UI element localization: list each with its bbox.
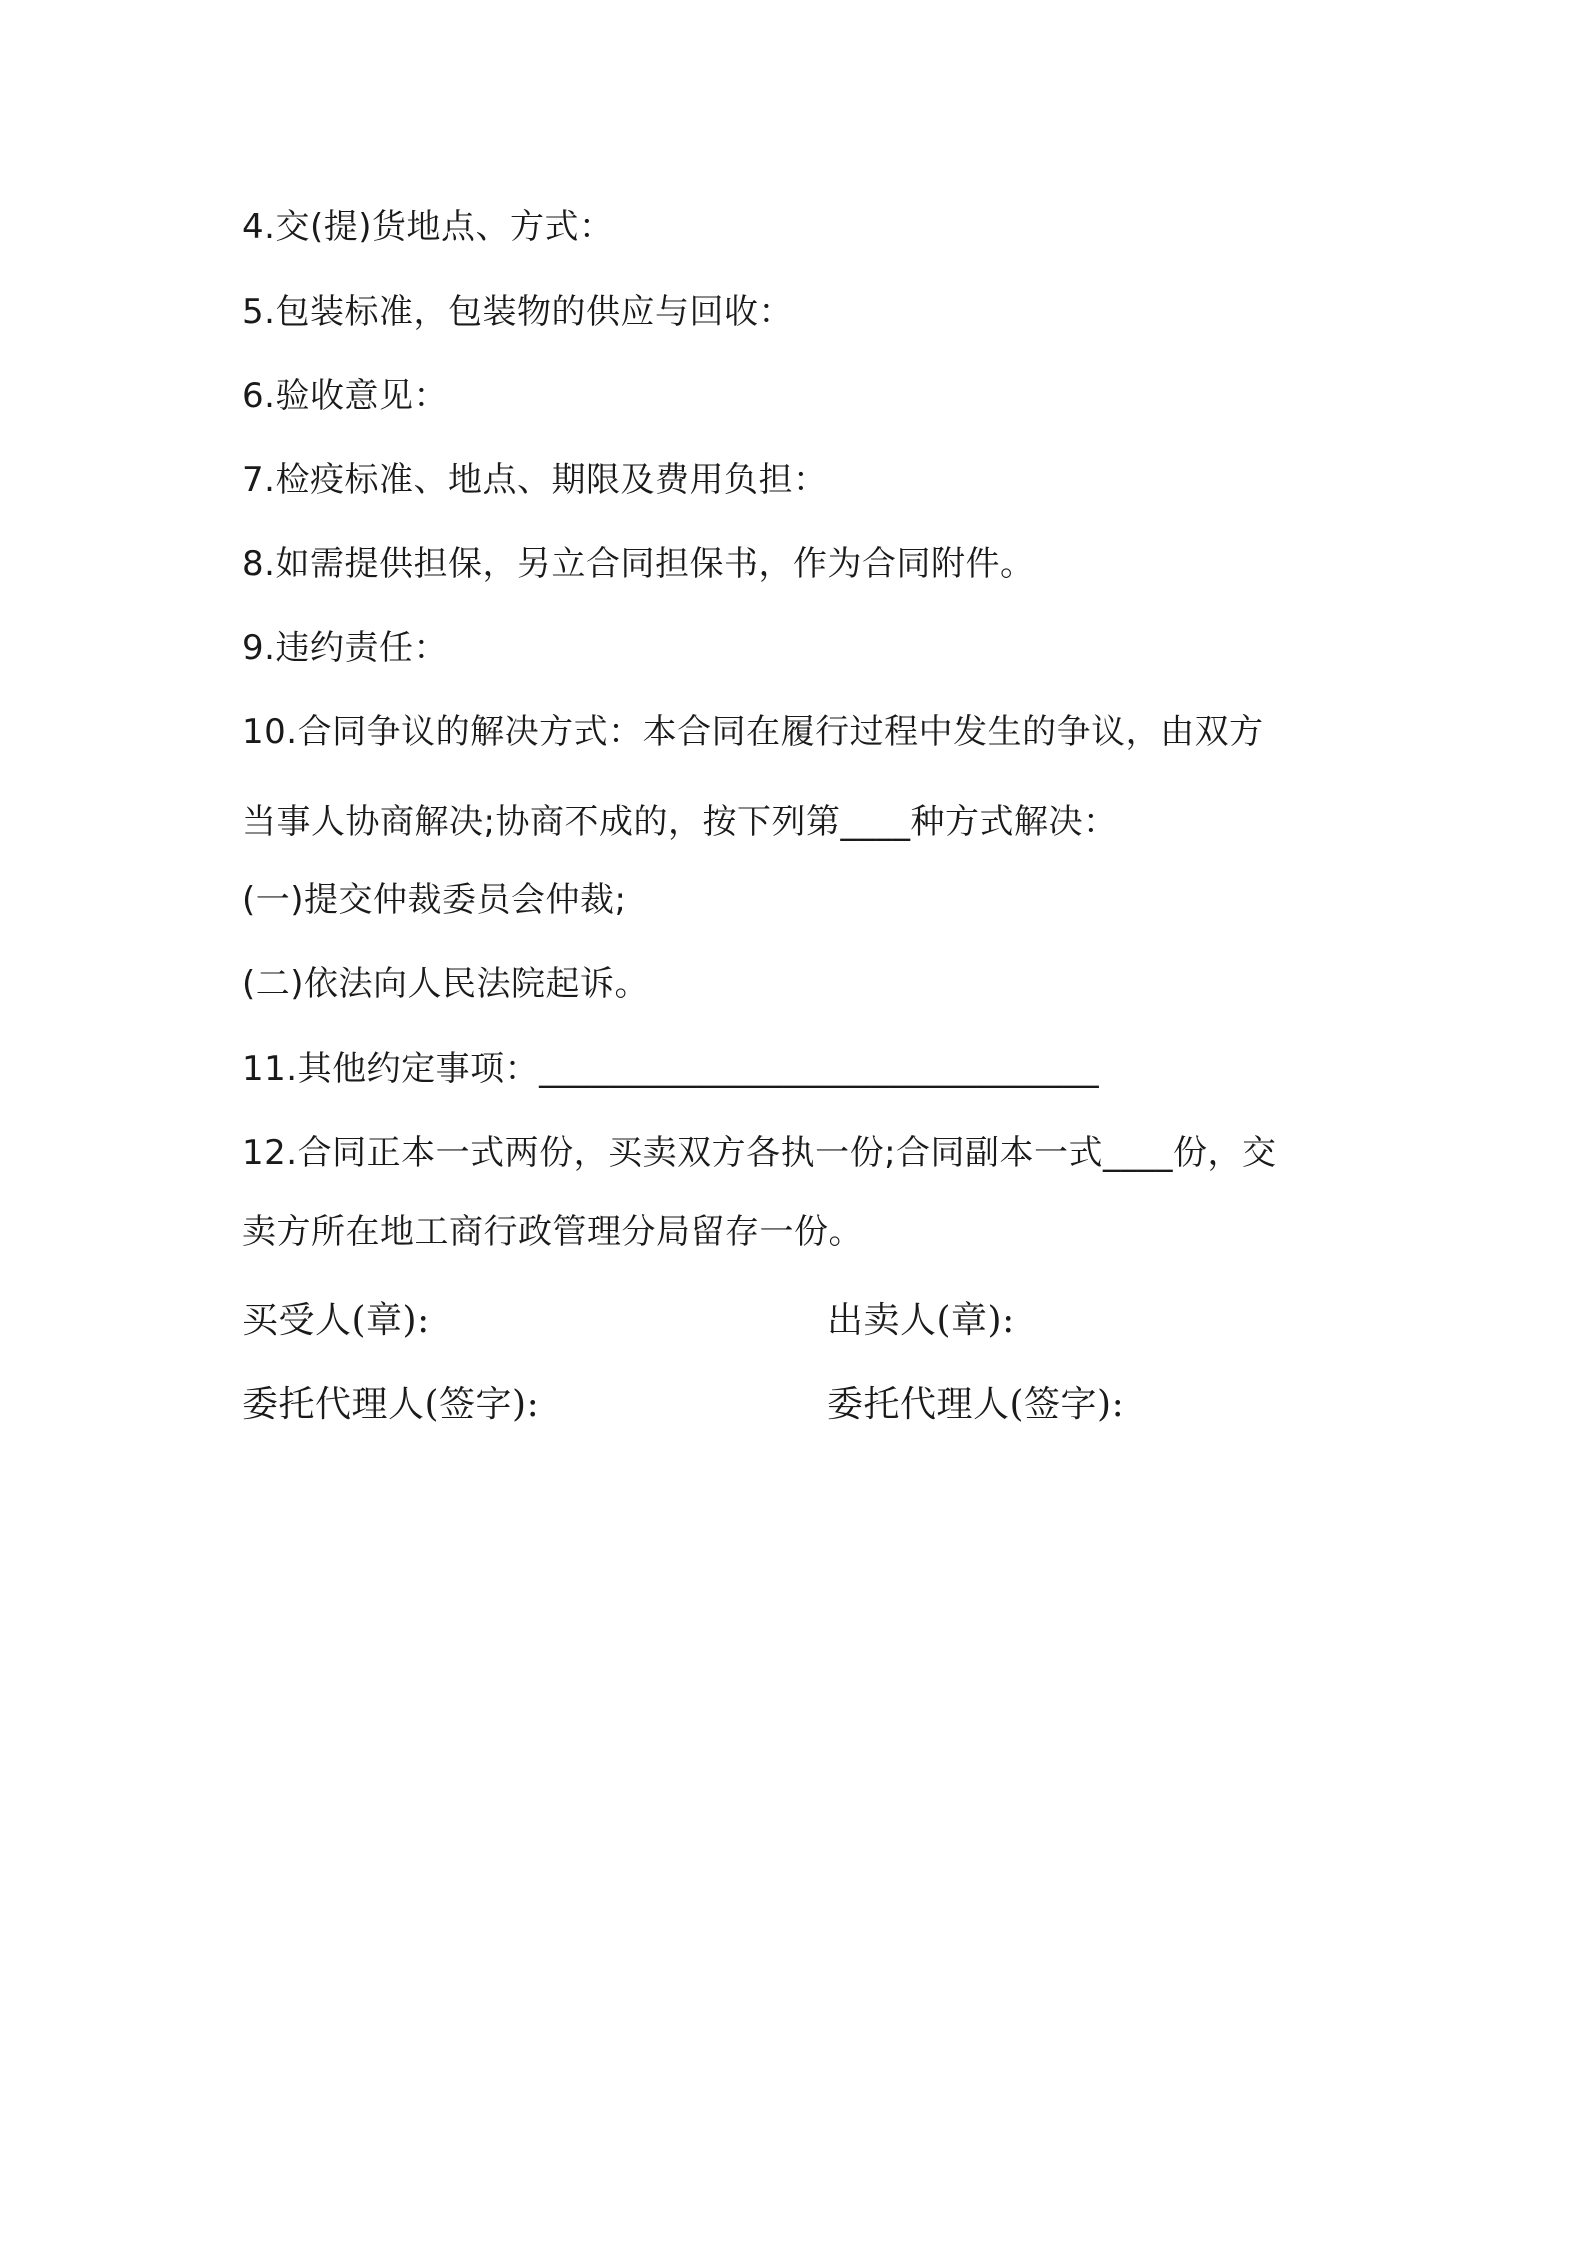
seller-agent-signature-label: 委托代理人(签字): — [827, 1384, 1125, 1425]
clause-10-disputes-continued: 当事人协商解决;协商不成的，按下列第____种方式解决： — [242, 802, 1118, 842]
clause-9-liability: 9.违约责任： — [242, 628, 448, 668]
clause-5-packaging: 5.包装标准，包装物的供应与回收： — [242, 292, 793, 332]
dispute-option-arbitration: (一)提交仲裁委员会仲裁; — [242, 880, 627, 920]
clause-11-other-matters: 11.其他约定事项：________________________________ — [242, 1049, 1100, 1089]
clause-12-copies: 12.合同正本一式两份，买卖双方各执一份;合同副本一式____份，交 — [242, 1133, 1277, 1173]
clause-12-copies-continued: 卖方所在地工商行政管理分局留存一份。 — [242, 1212, 863, 1252]
clause-6-acceptance: 6.验收意见： — [242, 376, 448, 416]
clause-10-disputes: 10.合同争议的解决方式：本合同在履行过程中发生的争议，由双方 — [242, 712, 1264, 752]
clause-7-quarantine: 7.检疫标准、地点、期限及费用负担： — [242, 460, 828, 500]
buyer-agent-signature-label: 委托代理人(签字): — [242, 1384, 540, 1425]
clause-8-guarantee: 8.如需提供担保，另立合同担保书，作为合同附件。 — [242, 544, 1035, 584]
seller-seal-label: 出卖人(章): — [827, 1300, 1015, 1341]
clause-4-delivery: 4.交(提)货地点、方式： — [242, 207, 614, 247]
dispute-option-court: (二)依法向人民法院起诉。 — [242, 964, 650, 1004]
buyer-seal-label: 买受人(章): — [242, 1300, 430, 1341]
